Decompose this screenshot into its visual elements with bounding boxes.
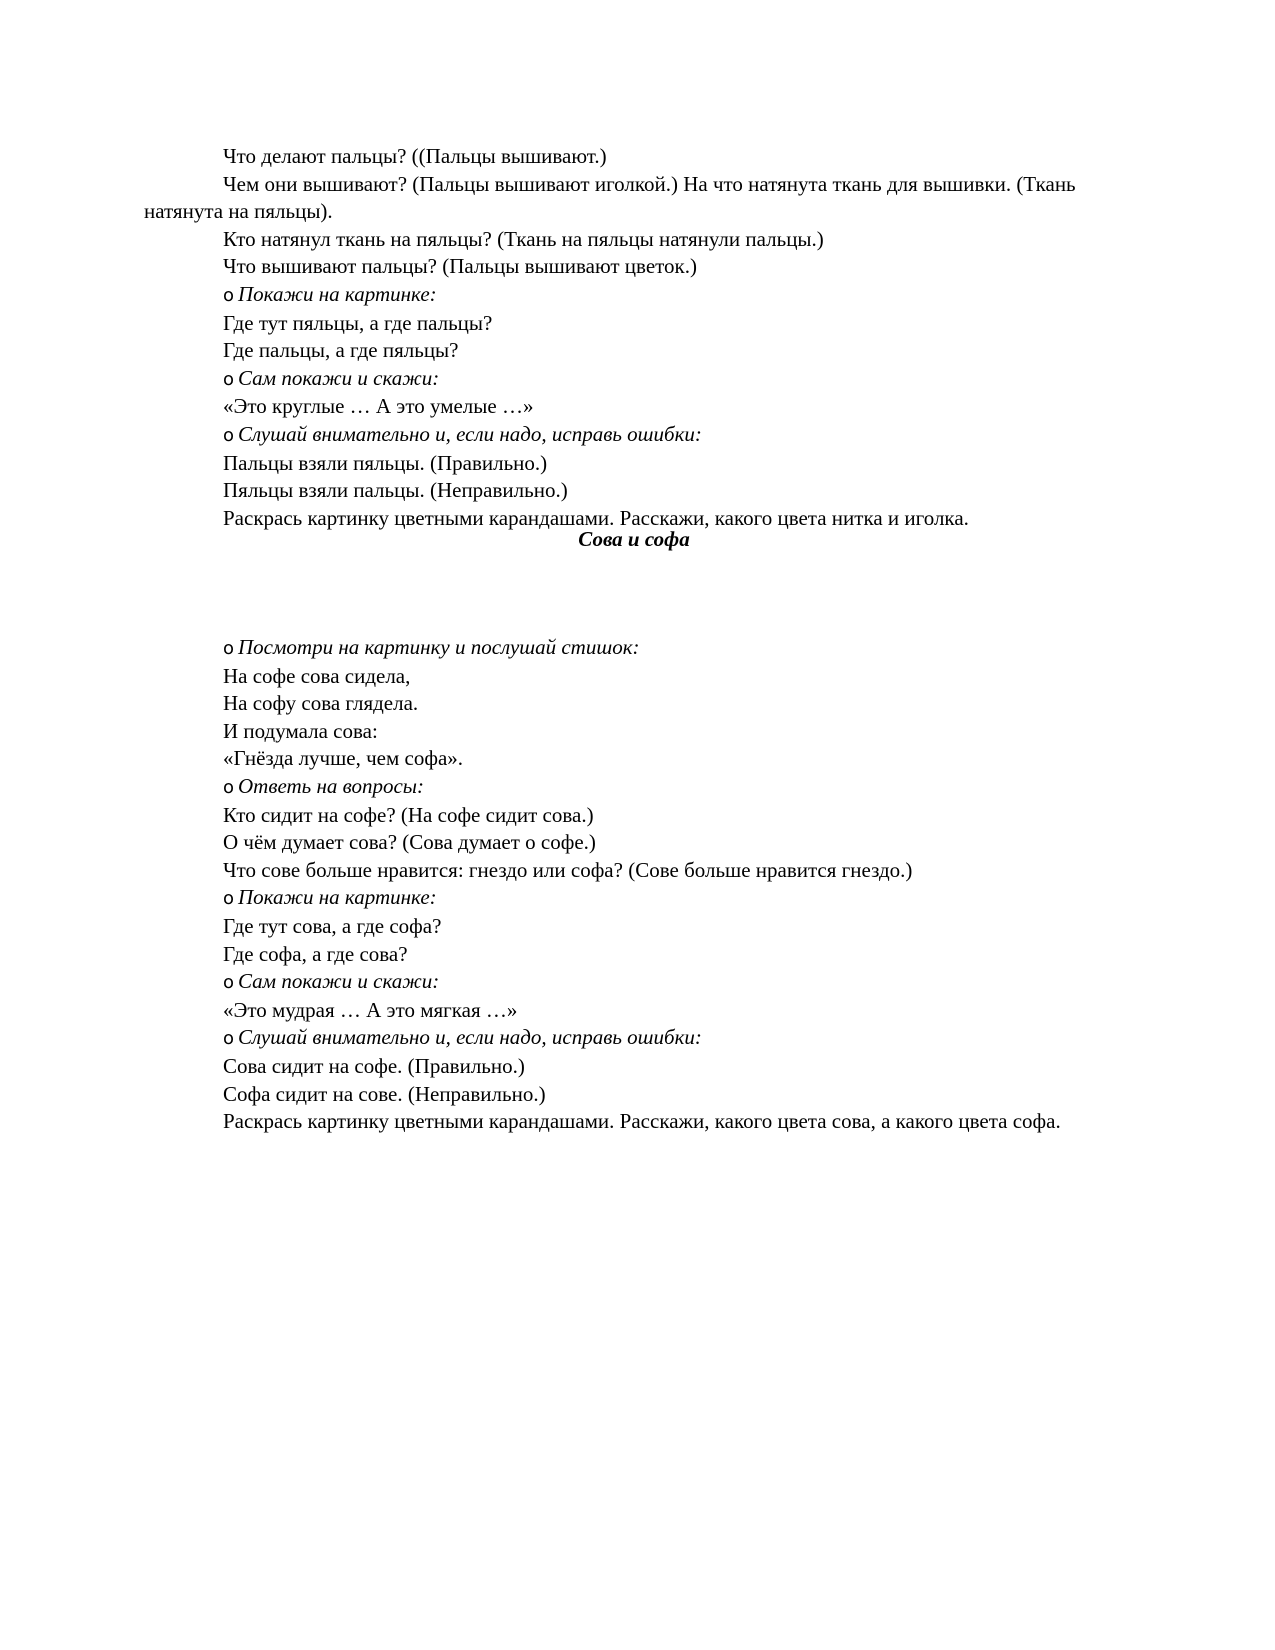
paragraph: «Это круглые … А это умелые …» <box>223 394 534 419</box>
paragraph: Где тут сова, а где софа? <box>223 913 442 938</box>
instruction-text: Сам покажи и скажи: <box>238 969 440 994</box>
instruction <box>144 1024 1124 1053</box>
bullet-icon: o <box>223 888 235 910</box>
paragraph: Где пальцы, а где пяльцы? <box>223 338 459 363</box>
paragraph: Где софа, а где сова? <box>223 941 408 966</box>
paragraph: Что сове больше нравится: гнездо или софа? (Сове больше нравится гнездо.) <box>223 857 913 882</box>
instruction <box>144 281 1124 310</box>
paragraph: Раскрась картинку цветными карандашами. Расскажи, какого цвета нитка и иголка. <box>223 505 969 530</box>
instruction <box>144 968 1124 997</box>
bullet-icon: o <box>223 284 235 306</box>
paragraph: Софа сидит на сове. (Неправильно.) <box>223 1081 546 1106</box>
paragraph: Где тут пяльцы, а где пальцы? <box>223 310 493 335</box>
instruction-text: Покажи на картинке: <box>238 281 437 306</box>
paragraph: О чём думает сова? (Сова думает о софе.) <box>223 830 596 855</box>
poem-line: «Гнёзда лучше, чем софа». <box>223 746 464 771</box>
instruction <box>144 365 1124 394</box>
poem-line: На софе сова сидела, <box>223 663 411 688</box>
paragraph: Чем они вышивают? (Пальцы вышивают иголкой.) На что натянута ткань для вышивки. (Ткань натянута на пяльцы). <box>144 171 1076 224</box>
bullet-icon: o <box>223 368 235 390</box>
poem-line: На софу сова глядела. <box>223 691 419 716</box>
paragraph: Пяльцы взяли пальцы. (Неправильно.) <box>223 478 568 503</box>
bullet-icon: o <box>223 972 235 994</box>
instruction <box>144 884 1124 913</box>
paragraph: Кто сидит на софе? (На софе сидит сова.) <box>223 802 594 827</box>
bullet-icon: o <box>223 424 235 446</box>
section-title: Сова и софа <box>578 527 690 551</box>
section-owl-sofa <box>144 634 1124 1136</box>
poem-line: И подумала сова: <box>223 718 378 743</box>
paragraph: «Это мудрая … А это мягкая …» <box>223 997 518 1022</box>
instruction-text: Слушай внимательно и, если надо, исправь ошибки: <box>238 1025 702 1050</box>
section-fingers <box>144 143 1124 532</box>
paragraph: Сова сидит на софе. (Правильно.) <box>223 1053 525 1078</box>
instruction-text: Покажи на картинке: <box>238 885 437 910</box>
instruction <box>144 421 1124 450</box>
instruction-text: Посмотри на картинку и послушай стишок: <box>238 635 640 659</box>
instruction <box>144 634 1124 663</box>
bullet-icon: o <box>223 1028 235 1050</box>
bullet-icon: o <box>223 776 235 798</box>
paragraph: Что вышивают пальцы? (Пальцы вышивают цветок.) <box>223 254 697 279</box>
paragraph: Пальцы взяли пяльцы. (Правильно.) <box>223 450 548 475</box>
instruction-text: Ответь на вопросы: <box>238 773 425 798</box>
instruction <box>144 773 1124 802</box>
paragraph: Кто натянул ткань на пяльцы? (Ткань на пяльцы натянули пальцы.) <box>223 226 824 251</box>
paragraph: Что делают пальцы? ((Пальцы вышивают.) <box>223 144 607 168</box>
bullet-icon: o <box>223 638 235 659</box>
paragraph: Раскрась картинку цветными карандашами. Расскажи, какого цвета сова, а какого цвета софа. <box>223 1109 1061 1134</box>
instruction-text: Слушай внимательно и, если надо, исправь ошибки: <box>238 421 702 446</box>
instruction-text: Сам покажи и скажи: <box>238 365 440 390</box>
